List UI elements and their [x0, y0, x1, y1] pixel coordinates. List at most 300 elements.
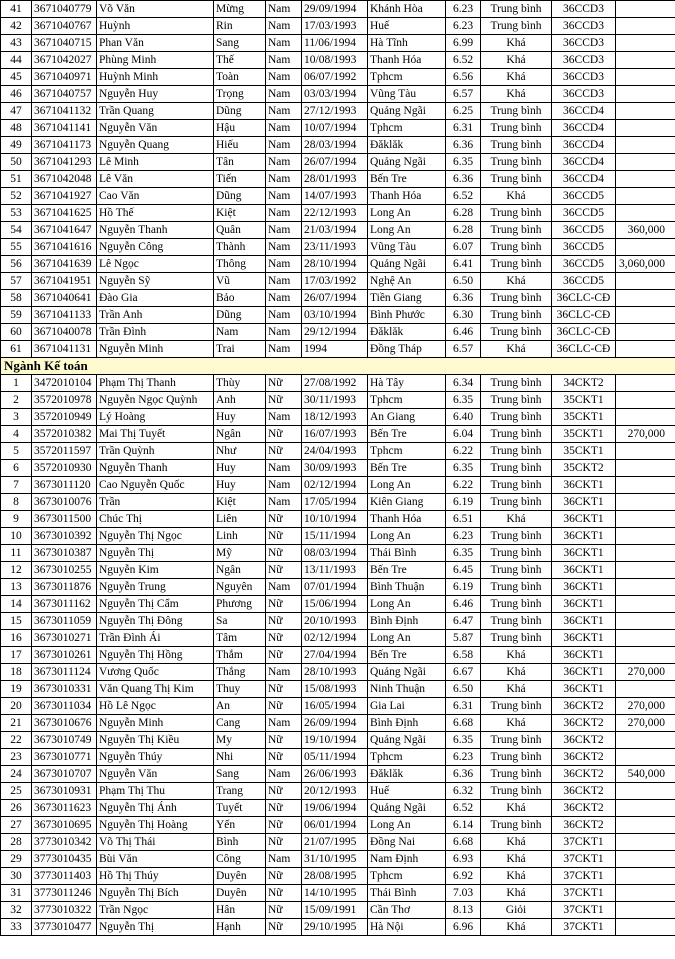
- classification-cell: Khá: [481, 919, 552, 936]
- first-name-cell: Tâm: [214, 630, 266, 647]
- birth-place-cell: Thái Bình: [368, 885, 446, 902]
- grade-point-cell: 6.07: [446, 239, 481, 256]
- student-id-cell: 3671041293: [32, 154, 97, 171]
- classification-cell: Trung bình: [481, 817, 552, 834]
- amount-cell: [616, 409, 675, 426]
- student-id-cell: 3671041131: [32, 341, 97, 358]
- amount-cell: [616, 120, 675, 137]
- table-row: [1, 545, 675, 562]
- amount-cell: 540,000: [616, 766, 675, 783]
- birth-place-cell: Quảng Ngãi: [368, 256, 446, 273]
- grade-point-cell: 6.36: [446, 290, 481, 307]
- amount-cell: [616, 154, 675, 171]
- gender-cell: Nam: [266, 324, 302, 341]
- gender-cell: Nữ: [266, 647, 302, 664]
- first-name-cell: Huy: [214, 409, 266, 426]
- amount-cell: [616, 273, 675, 290]
- table-row: [1, 1, 675, 18]
- table-row: [1, 902, 675, 919]
- table-row: [1, 188, 675, 205]
- grade-point-cell: 6.46: [446, 596, 481, 613]
- last-middle-name-cell: Hồ Thế: [97, 205, 214, 222]
- last-middle-name-cell: Chúc Thị: [97, 511, 214, 528]
- row-number-cell: 32: [1, 902, 32, 919]
- first-name-cell: Thùy: [214, 375, 266, 392]
- row-number-cell: 43: [1, 35, 32, 52]
- amount-cell: [616, 188, 675, 205]
- class-code-cell: 36CKT2: [552, 749, 616, 766]
- row-number-cell: 7: [1, 477, 32, 494]
- birth-date-cell: 17/03/1993: [302, 18, 368, 35]
- birth-place-cell: Long An: [368, 222, 446, 239]
- birth-date-cell: 18/12/1993: [302, 409, 368, 426]
- gender-cell: Nam: [266, 290, 302, 307]
- student-id-cell: 3671040757: [32, 86, 97, 103]
- student-id-cell: 3671040767: [32, 18, 97, 35]
- student-id-cell: 3671041625: [32, 205, 97, 222]
- last-middle-name-cell: Võ Thị Thái: [97, 834, 214, 851]
- last-middle-name-cell: Nguyễn Thị Ánh: [97, 800, 214, 817]
- student-id-cell: 3671041141: [32, 120, 97, 137]
- grade-point-cell: 6.50: [446, 273, 481, 290]
- table-row: [1, 885, 675, 902]
- birth-place-cell: Vũng Tàu: [368, 239, 446, 256]
- last-middle-name-cell: Nguyễn Thị Hồng: [97, 647, 214, 664]
- grade-point-cell: 6.68: [446, 834, 481, 851]
- birth-place-cell: Vũng Tàu: [368, 86, 446, 103]
- amount-cell: [616, 35, 675, 52]
- classification-cell: Khá: [481, 715, 552, 732]
- grade-point-cell: 7.03: [446, 885, 481, 902]
- amount-cell: [616, 868, 675, 885]
- row-number-cell: 2: [1, 392, 32, 409]
- birth-date-cell: 15/06/1994: [302, 596, 368, 613]
- birth-place-cell: Đăklăk: [368, 324, 446, 341]
- student-id-cell: 3673011120: [32, 477, 97, 494]
- birth-date-cell: 27/08/1992: [302, 375, 368, 392]
- birth-date-cell: 14/07/1993: [302, 188, 368, 205]
- student-id-cell: 3673011124: [32, 664, 97, 681]
- row-number-cell: 14: [1, 596, 32, 613]
- student-id-cell: 3673010676: [32, 715, 97, 732]
- classification-cell: Trung bình: [481, 545, 552, 562]
- classification-cell: Trung bình: [481, 630, 552, 647]
- row-number-cell: 12: [1, 562, 32, 579]
- row-number-cell: 49: [1, 137, 32, 154]
- birth-place-cell: Khánh Hòa: [368, 1, 446, 18]
- first-name-cell: Duyên: [214, 885, 266, 902]
- first-name-cell: Nam: [214, 324, 266, 341]
- class-code-cell: 36CKT2: [552, 817, 616, 834]
- class-code-cell: 36CCD3: [552, 86, 616, 103]
- table-row: [1, 783, 675, 800]
- grade-point-cell: 6.19: [446, 494, 481, 511]
- last-middle-name-cell: Trần Đình: [97, 324, 214, 341]
- classification-cell: Trung bình: [481, 528, 552, 545]
- gender-cell: Nữ: [266, 545, 302, 562]
- table-row: [1, 392, 675, 409]
- last-middle-name-cell: Nguyễn Văn: [97, 766, 214, 783]
- table-row: [1, 103, 675, 120]
- gender-cell: Nam: [266, 188, 302, 205]
- table-row: [1, 851, 675, 868]
- birth-date-cell: 06/07/1992: [302, 69, 368, 86]
- first-name-cell: Hậu: [214, 120, 266, 137]
- last-middle-name-cell: Trần Ngọc: [97, 902, 214, 919]
- amount-cell: [616, 851, 675, 868]
- student-id-cell: 3572010978: [32, 392, 97, 409]
- gender-cell: Nữ: [266, 375, 302, 392]
- grade-point-cell: 6.35: [446, 154, 481, 171]
- last-middle-name-cell: Trần: [97, 494, 214, 511]
- table-row: [1, 341, 675, 358]
- amount-cell: [616, 681, 675, 698]
- amount-cell: 3,060,000: [616, 256, 675, 273]
- first-name-cell: Phương: [214, 596, 266, 613]
- gender-cell: Nam: [266, 137, 302, 154]
- amount-cell: [616, 494, 675, 511]
- first-name-cell: Duyên: [214, 868, 266, 885]
- gender-cell: Nữ: [266, 681, 302, 698]
- birth-place-cell: Bình Thuận: [368, 579, 446, 596]
- last-middle-name-cell: Huỳnh: [97, 18, 214, 35]
- student-id-cell: 3572010930: [32, 460, 97, 477]
- student-id-cell: 3671041132: [32, 103, 97, 120]
- gender-cell: Nam: [266, 256, 302, 273]
- last-middle-name-cell: Phạm Thị Thanh: [97, 375, 214, 392]
- amount-cell: 360,000: [616, 222, 675, 239]
- grade-point-cell: 6.51: [446, 511, 481, 528]
- table-row: [1, 511, 675, 528]
- first-name-cell: Thông: [214, 256, 266, 273]
- student-id-cell: 3673010749: [32, 732, 97, 749]
- table-row: [1, 800, 675, 817]
- gender-cell: Nam: [266, 171, 302, 188]
- classification-cell: Trung bình: [481, 120, 552, 137]
- birth-date-cell: 15/11/1994: [302, 528, 368, 545]
- first-name-cell: Tuyết: [214, 800, 266, 817]
- amount-cell: [616, 579, 675, 596]
- first-name-cell: Huy: [214, 460, 266, 477]
- amount-cell: [616, 562, 675, 579]
- birth-date-cell: 06/01/1994: [302, 817, 368, 834]
- table-row: [1, 239, 675, 256]
- table-row: [1, 324, 675, 341]
- table-row: [1, 613, 675, 630]
- class-code-cell: 35CKT1: [552, 443, 616, 460]
- amount-cell: [616, 596, 675, 613]
- classification-cell: Khá: [481, 681, 552, 698]
- student-id-cell: 3673010771: [32, 749, 97, 766]
- first-name-cell: Vũ: [214, 273, 266, 290]
- last-middle-name-cell: Nguyễn Thị: [97, 545, 214, 562]
- birth-date-cell: 28/10/1993: [302, 664, 368, 681]
- table-row: [1, 52, 675, 69]
- row-number-cell: 51: [1, 171, 32, 188]
- last-middle-name-cell: Nguyễn Thị Bích: [97, 885, 214, 902]
- last-middle-name-cell: Nguyễn Minh: [97, 341, 214, 358]
- classification-cell: Khá: [481, 868, 552, 885]
- table-row: [1, 273, 675, 290]
- grade-point-cell: 6.57: [446, 341, 481, 358]
- gender-cell: Nữ: [266, 392, 302, 409]
- birth-date-cell: 07/01/1994: [302, 579, 368, 596]
- amount-cell: [616, 137, 675, 154]
- first-name-cell: Mỹ: [214, 545, 266, 562]
- grade-point-cell: 6.56: [446, 69, 481, 86]
- birth-date-cell: 08/03/1994: [302, 545, 368, 562]
- gender-cell: Nam: [266, 69, 302, 86]
- grade-point-cell: 6.04: [446, 426, 481, 443]
- amount-cell: [616, 375, 675, 392]
- birth-date-cell: 10/07/1994: [302, 120, 368, 137]
- classification-cell: Trung bình: [481, 375, 552, 392]
- row-number-cell: 48: [1, 120, 32, 137]
- class-code-cell: 36CCD3: [552, 69, 616, 86]
- classification-cell: Trung bình: [481, 137, 552, 154]
- birth-date-cell: 05/11/1994: [302, 749, 368, 766]
- amount-cell: [616, 443, 675, 460]
- classification-cell: Khá: [481, 69, 552, 86]
- birth-place-cell: Long An: [368, 205, 446, 222]
- grade-point-cell: 6.31: [446, 698, 481, 715]
- birth-place-cell: Đăklăk: [368, 137, 446, 154]
- class-code-cell: 36CCD5: [552, 188, 616, 205]
- student-id-cell: 3572010382: [32, 426, 97, 443]
- table-row: [1, 256, 675, 273]
- birth-place-cell: Bến Tre: [368, 460, 446, 477]
- student-id-cell: 3673010707: [32, 766, 97, 783]
- grade-point-cell: 6.35: [446, 545, 481, 562]
- last-middle-name-cell: Phạm Thị Thu: [97, 783, 214, 800]
- birth-date-cell: 21/03/1994: [302, 222, 368, 239]
- first-name-cell: Sang: [214, 35, 266, 52]
- birth-place-cell: Bến Tre: [368, 647, 446, 664]
- grade-point-cell: 6.28: [446, 222, 481, 239]
- grade-point-cell: 6.99: [446, 35, 481, 52]
- birth-date-cell: 27/04/1994: [302, 647, 368, 664]
- row-number-cell: 50: [1, 154, 32, 171]
- student-id-cell: 3673011876: [32, 579, 97, 596]
- gender-cell: Nữ: [266, 528, 302, 545]
- birth-date-cell: 19/06/1994: [302, 800, 368, 817]
- grade-point-cell: 6.67: [446, 664, 481, 681]
- gender-cell: Nữ: [266, 630, 302, 647]
- birth-place-cell: Đồng Tháp: [368, 341, 446, 358]
- classification-cell: Khá: [481, 52, 552, 69]
- class-code-cell: 36CKT1: [552, 681, 616, 698]
- amount-cell: [616, 613, 675, 630]
- birth-place-cell: Quảng Ngãi: [368, 800, 446, 817]
- class-code-cell: 36CKT1: [552, 579, 616, 596]
- last-middle-name-cell: Đào Gia: [97, 290, 214, 307]
- classification-cell: Khá: [481, 511, 552, 528]
- grade-point-cell: 6.46: [446, 324, 481, 341]
- grade-point-cell: 6.35: [446, 732, 481, 749]
- classification-cell: Trung bình: [481, 409, 552, 426]
- grade-point-cell: 6.52: [446, 188, 481, 205]
- birth-place-cell: Tphcm: [368, 868, 446, 885]
- amount-cell: [616, 290, 675, 307]
- student-id-cell: 3673010255: [32, 562, 97, 579]
- last-middle-name-cell: Nguyễn Trung: [97, 579, 214, 596]
- class-code-cell: 36CKT1: [552, 545, 616, 562]
- birth-date-cell: 13/11/1993: [302, 562, 368, 579]
- birth-place-cell: Quảng Ngãi: [368, 154, 446, 171]
- student-id-cell: 3673010271: [32, 630, 97, 647]
- gender-cell: Nam: [266, 103, 302, 120]
- row-number-cell: 53: [1, 205, 32, 222]
- grade-point-cell: 6.92: [446, 868, 481, 885]
- classification-cell: Trung bình: [481, 783, 552, 800]
- gender-cell: Nam: [266, 851, 302, 868]
- amount-cell: [616, 307, 675, 324]
- birth-date-cell: 03/03/1994: [302, 86, 368, 103]
- last-middle-name-cell: Nguyễn Thị Đông: [97, 613, 214, 630]
- grade-point-cell: 6.68: [446, 715, 481, 732]
- birth-place-cell: Nam Định: [368, 851, 446, 868]
- student-id-cell: 3472010104: [32, 375, 97, 392]
- row-number-cell: 52: [1, 188, 32, 205]
- class-code-cell: 36CCD5: [552, 273, 616, 290]
- student-id-cell: 3673010076: [32, 494, 97, 511]
- birth-date-cell: 03/10/1994: [302, 307, 368, 324]
- birth-date-cell: 27/12/1993: [302, 103, 368, 120]
- gender-cell: Nam: [266, 222, 302, 239]
- classification-cell: Trung bình: [481, 613, 552, 630]
- classification-cell: Trung bình: [481, 443, 552, 460]
- birth-place-cell: Nghệ An: [368, 273, 446, 290]
- first-name-cell: Trọng: [214, 86, 266, 103]
- first-name-cell: Kiệt: [214, 205, 266, 222]
- gender-cell: Nữ: [266, 749, 302, 766]
- birth-date-cell: 10/08/1993: [302, 52, 368, 69]
- amount-cell: 270,000: [616, 715, 675, 732]
- classification-cell: Trung bình: [481, 562, 552, 579]
- last-middle-name-cell: Trần Đình Ái: [97, 630, 214, 647]
- amount-cell: [616, 171, 675, 188]
- birth-place-cell: Đồng Nai: [368, 834, 446, 851]
- amount-cell: [616, 341, 675, 358]
- first-name-cell: Bảo: [214, 290, 266, 307]
- table-row: [1, 375, 675, 392]
- grade-point-cell: 6.14: [446, 817, 481, 834]
- class-code-cell: 36CKT1: [552, 528, 616, 545]
- birth-date-cell: 17/05/1994: [302, 494, 368, 511]
- birth-place-cell: Long An: [368, 630, 446, 647]
- gender-cell: Nam: [266, 205, 302, 222]
- grade-point-cell: 6.35: [446, 460, 481, 477]
- row-number-cell: 4: [1, 426, 32, 443]
- amount-cell: [616, 902, 675, 919]
- classification-cell: Khá: [481, 273, 552, 290]
- table-row: [1, 290, 675, 307]
- birth-place-cell: Long An: [368, 528, 446, 545]
- birth-place-cell: Gia Lai: [368, 698, 446, 715]
- student-id-cell: 3671041173: [32, 137, 97, 154]
- classification-cell: Khá: [481, 800, 552, 817]
- row-number-cell: 41: [1, 1, 32, 18]
- first-name-cell: Toàn: [214, 69, 266, 86]
- first-name-cell: Hân: [214, 902, 266, 919]
- birth-date-cell: 16/07/1993: [302, 426, 368, 443]
- row-number-cell: 20: [1, 698, 32, 715]
- amount-cell: [616, 324, 675, 341]
- class-code-cell: 36CKT1: [552, 630, 616, 647]
- gender-cell: Nữ: [266, 919, 302, 936]
- table-row: [1, 137, 675, 154]
- row-number-cell: 28: [1, 834, 32, 851]
- class-code-cell: 36CCD3: [552, 1, 616, 18]
- birth-place-cell: Tphcm: [368, 69, 446, 86]
- classification-cell: Trung bình: [481, 307, 552, 324]
- first-name-cell: Bình: [214, 834, 266, 851]
- grade-point-cell: 6.28: [446, 205, 481, 222]
- last-middle-name-cell: Lê Văn: [97, 171, 214, 188]
- birth-place-cell: Thanh Hóa: [368, 52, 446, 69]
- class-code-cell: 37CKT1: [552, 919, 616, 936]
- gender-cell: Nam: [266, 273, 302, 290]
- row-number-cell: 42: [1, 18, 32, 35]
- birth-date-cell: 15/08/1993: [302, 681, 368, 698]
- birth-date-cell: 20/12/1993: [302, 783, 368, 800]
- gender-cell: Nam: [266, 86, 302, 103]
- section-title: Ngành Kế toán: [1, 358, 675, 375]
- classification-cell: Khá: [481, 188, 552, 205]
- amount-cell: 270,000: [616, 698, 675, 715]
- last-middle-name-cell: Nguyễn Thị Hoàng: [97, 817, 214, 834]
- amount-cell: [616, 834, 675, 851]
- first-name-cell: Cang: [214, 715, 266, 732]
- birth-place-cell: Thái Bình: [368, 545, 446, 562]
- row-number-cell: 23: [1, 749, 32, 766]
- student-id-cell: 3773010322: [32, 902, 97, 919]
- classification-cell: Trung bình: [481, 732, 552, 749]
- gender-cell: Nam: [266, 239, 302, 256]
- class-code-cell: 37CKT1: [552, 868, 616, 885]
- gender-cell: Nam: [266, 154, 302, 171]
- class-code-cell: 34CKT2: [552, 375, 616, 392]
- birth-place-cell: Cần Thơ: [368, 902, 446, 919]
- row-number-cell: 3: [1, 409, 32, 426]
- table-row: [1, 562, 675, 579]
- table-row: [1, 630, 675, 647]
- last-middle-name-cell: Trần Quỳnh: [97, 443, 214, 460]
- amount-cell: [616, 86, 675, 103]
- row-number-cell: 6: [1, 460, 32, 477]
- last-middle-name-cell: Nguyễn Kim: [97, 562, 214, 579]
- classification-cell: Trung bình: [481, 766, 552, 783]
- last-middle-name-cell: Lê Ngọc: [97, 256, 214, 273]
- class-code-cell: 36CCD5: [552, 205, 616, 222]
- last-middle-name-cell: Phan Văn: [97, 35, 214, 52]
- grade-point-cell: 6.45: [446, 562, 481, 579]
- birth-place-cell: Kiên Giang: [368, 494, 446, 511]
- row-number-cell: 54: [1, 222, 32, 239]
- gender-cell: Nữ: [266, 800, 302, 817]
- gender-cell: Nam: [266, 579, 302, 596]
- first-name-cell: Thắng: [214, 664, 266, 681]
- classification-cell: Khá: [481, 834, 552, 851]
- grade-point-cell: 6.96: [446, 919, 481, 936]
- first-name-cell: Công: [214, 851, 266, 868]
- last-middle-name-cell: Trần Quang: [97, 103, 214, 120]
- student-id-cell: 3671040641: [32, 290, 97, 307]
- table-row: [1, 222, 675, 239]
- student-id-cell: 3773010435: [32, 851, 97, 868]
- amount-cell: [616, 885, 675, 902]
- table-row: [1, 494, 675, 511]
